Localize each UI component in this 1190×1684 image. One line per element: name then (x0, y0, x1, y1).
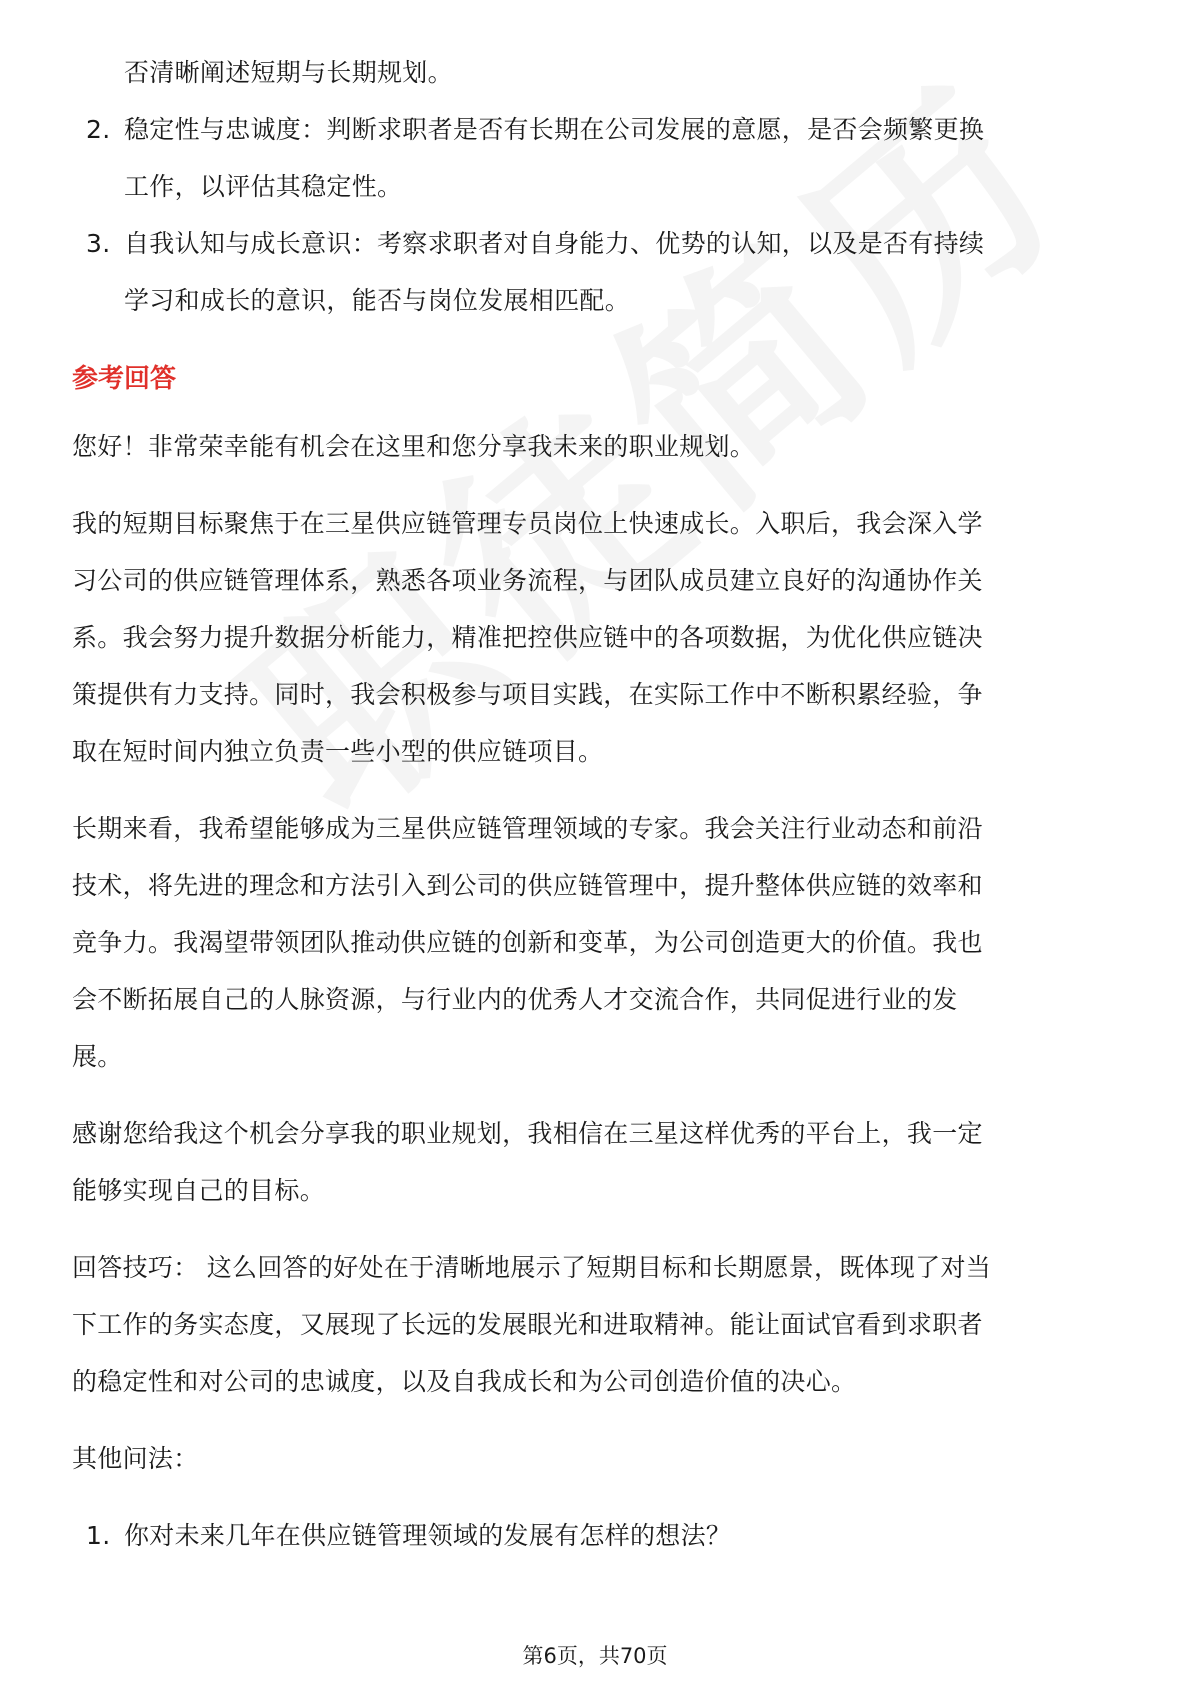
other-questions-label: 其他问法： (72, 1444, 199, 1473)
text-line: 取在短时间内独立负责一些小型的供应链项目。 (72, 737, 604, 766)
text-line: 竞争力。我渴望带领团队推动供应链的创新和变革，为公司创造更大的价值。我也 (72, 928, 983, 957)
text-line: 能够实现自己的目标。 (72, 1176, 326, 1205)
other-questions-list (72, 1507, 1122, 1564)
text-line: 我的短期目标聚焦于在三星供应链管理专员岗位上快速成长。入职后，我会深入学 (72, 509, 983, 538)
text-line: 会不断拓展自己的人脉资源，与行业内的优秀人才交流合作，共同促进行业的发 (72, 985, 958, 1014)
answer-tips (72, 1239, 1122, 1410)
text-line: 系。我会努力提升数据分析能力，精准把控供应链中的各项数据，为优化供应链决 (72, 623, 983, 652)
criteria-list (72, 101, 1122, 329)
text-line: 习公司的供应链管理体系，熟悉各项业务流程，与团队成员建立良好的沟通协作关 (72, 566, 983, 595)
criteria-line: 稳定性与忠诚度：判断求职者是否有长期在公司发展的意愿，是否会频繁更换 (124, 115, 985, 144)
criteria-item (72, 215, 1122, 329)
criteria-item (72, 101, 1122, 215)
text-line: 感谢您给我这个机会分享我的职业规划，我相信在三星这样优秀的平台上，我一定 (72, 1119, 983, 1148)
answer-short-term (72, 495, 1122, 780)
intro-continuation: 否清晰阐述短期与长期规划。 (124, 58, 453, 87)
reference-heading: 参考回答 (72, 364, 177, 394)
text-line: 回答技巧： 这么回答的好处在于清晰地展示了短期目标和长期愿景，既体现了对当 (72, 1253, 992, 1282)
question-text: 你对未来几年在供应链管理领域的发展有怎样的想法？ (124, 1521, 732, 1550)
answer-closing (72, 1105, 1122, 1219)
criteria-number: 3. (86, 229, 111, 258)
page-footer: 第6页，共70页 (522, 1644, 668, 1668)
content (72, 44, 1122, 1564)
other-question-item (72, 1507, 1122, 1564)
criteria-line: 学习和成长的意识，能否与岗位发展相匹配。 (124, 286, 631, 315)
text-line: 技术，将先进的理念和方法引入到公司的供应链管理中，提升整体供应链的效率和 (72, 871, 983, 900)
text-line: 的稳定性和对公司的忠诚度，以及自我成长和为公司创造价值的决心。 (72, 1367, 857, 1396)
text-line: 策提供有力支持。同时，我会积极参与项目实践，在实际工作中不断积累经验，争 (72, 680, 983, 709)
criteria-number: 2. (86, 115, 111, 144)
answer-long-term (72, 800, 1122, 1085)
criteria-line: 自我认知与成长意识：考察求职者对自身能力、优势的认知，以及是否有持续 (124, 229, 985, 258)
question-number: 1. (86, 1521, 111, 1550)
criteria-line: 工作，以评估其稳定性。 (124, 172, 403, 201)
text-line: 展。 (72, 1042, 123, 1071)
text-line: 长期来看，我希望能够成为三星供应链管理领域的专家。我会关注行业动态和前沿 (72, 814, 983, 843)
text-line: 下工作的务实态度，又展现了长远的发展眼光和进取精神。能让面试官看到求职者 (72, 1310, 983, 1339)
answer-greeting: 您好！非常荣幸能有机会在这里和您分享我未来的职业规划。 (72, 432, 756, 461)
